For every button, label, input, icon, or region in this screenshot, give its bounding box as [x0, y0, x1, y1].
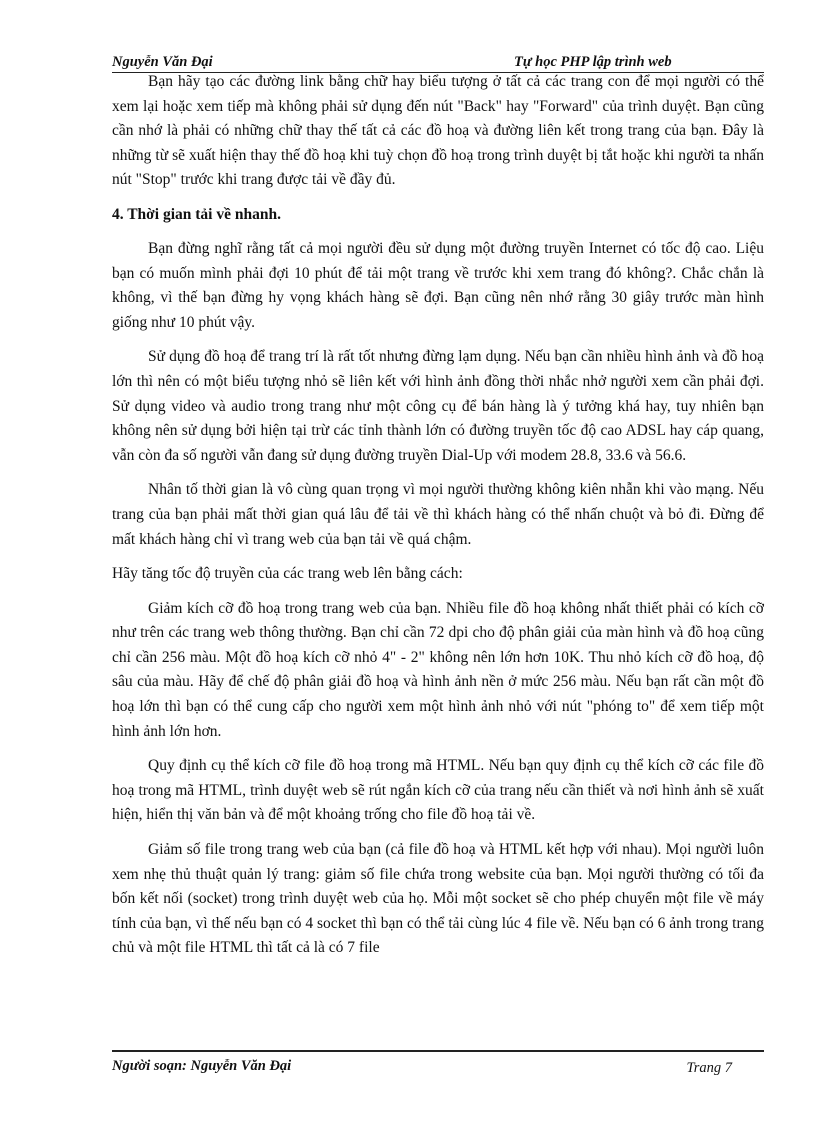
- paragraph-reduce-graphics: Giảm kích cỡ đồ hoạ trong trang web của bạn. Nhiều file đồ hoạ không nhất thiết phải có kích cỡ như trên các trang web thông thường. Bạn chỉ cần 72 dpi cho độ phân giải của màn hình và đồ hoạ cũng chỉ cần 256 màu. Một đồ hoạ kích cỡ nhỏ 4" - 2" không nên lớn hơn 10K. Thu nhỏ kích cỡ đồ hoạ, độ sâu của màu. Hãy để chế độ phân giải đồ hoạ và hình ảnh nền ở mức 256 màu. Nếu bạn rất cần một đồ hoạ lớn thì bạn có thể cung cấp cho người xem một hình ảnh nhỏ với nút "phóng to" để xem tiếp một hình ảnh lớn hơn.: [112, 599, 764, 740]
- section-heading: 4. Thời gian tải về nhanh.: [112, 205, 281, 223]
- paragraph-links: Bạn hãy tạo các đường link bằng chữ hay biểu tượng ở tất cả các trang con để mọi người có thể xem lại hoặc xem tiếp mà không phải sử dụng đến nút "Back" hay "Forward" của trình duyệt. Bạn cũng cần nhớ là phải có những chữ thay thế tất cả các đồ hoạ và đường liên kết trong trang của bạn. Đây là những từ sẽ xuất hiện thay thế đồ hoạ khi tuỳ chọn đồ hoạ trong trình duyệt bị tắt hoặc khi người ta nhấn nút "Stop" trước khi trang được tải về đầy đủ.: [112, 73, 764, 189]
- page-number: Trang 7: [686, 1060, 732, 1076]
- footer-author: Người soạn: Nguyễn Văn Đại: [112, 1058, 292, 1074]
- page-body: [112, 70, 764, 961]
- paragraph-speed-intro: Hãy tăng tốc độ truyền của các trang web lên bằng cách:: [112, 565, 463, 583]
- paragraph-reduce-files: Giảm số file trong trang web của bạn (cả file đồ hoạ và HTML kết hợp với nhau). Mọi người luôn xem nhẹ thủ thuật quản lý trang: giảm số file chứa trong website của bạn. Mọi người thường có tối đa bốn kết nối (socket) trong trình duyệt web của họ. Mỗi một socket sẽ cho phép chuyển một file về máy tính của bạn, vì thế nếu bạn có 4 socket thì bạn có thể tải cùng lúc 4 file về. Nếu bạn có 6 ảnh trong trang chủ và một file HTML thì tất cả là có 7 file: [112, 841, 764, 957]
- paragraph-time-factor: Nhân tố thời gian là vô cùng quan trọng vì mọi người thường không kiên nhẫn khi vào mạng. Nếu trang của bạn phải mất thời gian quá lâu để tải về thì khách hàng có thể nhấn chuột và bỏ đi. Đừng để mất khách hàng chỉ vì trang web của bạn tải về quá chậm.: [112, 481, 764, 548]
- paragraph-specify-size: Quy định cụ thể kích cỡ file đồ hoạ trong mã HTML. Nếu bạn quy định cụ thể kích cỡ các file đồ hoạ trong mã HTML, trình duyệt web sẽ rút ngắn kích cỡ của trang nếu cần thiết và nơi hình ảnh sẽ xuất hiện, hiển thị văn bản và để một khoảng trống cho file đồ hoạ tải về.: [112, 757, 764, 824]
- paragraph-connection-speed: Bạn đừng nghĩ rằng tất cả mọi người đều sử dụng một đường truyền Internet có tốc độ cao. Liệu bạn có muốn mình phải đợi 10 phút để tải một trang về trước khi xem trang đó không?. Chắc chắn là không, vì thế bạn đừng hy vọng khách hàng sẽ đợi. Bạn cũng nên nhớ rằng 30 giây trước màn hình giống như 10 phút vậy.: [112, 239, 764, 331]
- page-footer: [112, 1050, 764, 1082]
- paragraph-graphics-usage: Sử dụng đồ hoạ để trang trí là rất tốt nhưng đừng lạm dụng. Nếu bạn cần nhiều hình ảnh và đồ hoạ lớn thì nên có một biểu tượng nhỏ sẽ liên kết với hình ảnh đồng thời nhắc nhở người xem cần phải đợi. Sử dụng video và audio trong trang như một công cụ để bán hàng là ý tưởng khá hay, tuy nhiên bạn không nên sử dụng bởi hiện tại trừ các tỉnh thành lớn có đường truyền tốc độ cao ADSL hay cáp quang, vẫn còn đa số người vẫn đang sử dụng đường truyền Dial-Up với modem 28.8, 33.6 và 56.6.: [112, 348, 764, 464]
- header-book-title: Tự học PHP lập trình web: [514, 54, 672, 70]
- header-author: Nguyễn Văn Đại: [112, 54, 213, 70]
